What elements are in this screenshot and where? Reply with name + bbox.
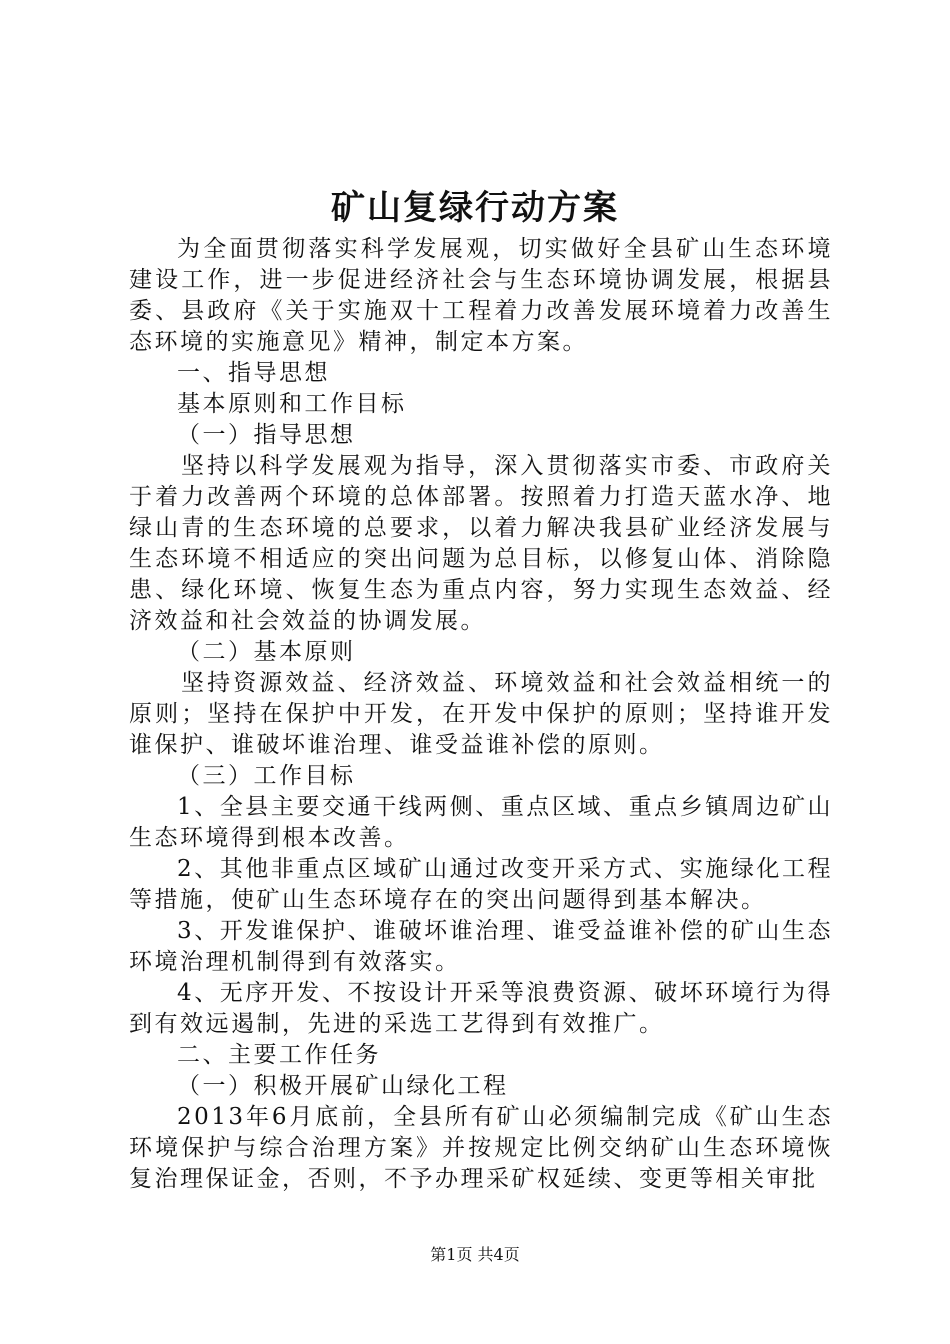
body-paragraph: 2013年6月底前，全县所有矿山必须编制完成《矿山生态环境保护与综合治理方案》并按规定比例交纳矿山生态环境恢复治理保证金，否则，不予办理采矿权延续、变更等相关审批 — [129, 1104, 833, 1192]
list-item: 2、其他非重点区域矿山通过改变开采方式、实施绿化工程等措施，使矿山生态环境存在的突出问题得到基本解决。 — [129, 856, 833, 913]
list-item: 4、无序开发、不按设计开采等浪费资源、破坏环境行为得到有效远遏制，先进的采选工艺得到有效推广。 — [129, 980, 833, 1037]
document-body — [129, 234, 833, 1195]
subsection-heading: （二）基本原则 — [177, 639, 356, 665]
subsection-heading: （一）指导思想 — [177, 422, 356, 448]
body-paragraph: 坚持资源效益、经济效益、环境效益和社会效益相统一的原则；坚持在保护中开发，在开发中保护的原则；坚持谁开发谁保护、谁破坏谁治理、谁受益谁补偿的原则。 — [129, 670, 833, 758]
intro-paragraph: 为全面贯彻落实科学发展观，切实做好全县矿山生态环境建设工作，进一步促进经济社会与生态环境协调发展，根据县委、县政府《关于实施双十工程着力改善发展环境着力改善生态环境的实施意见》精神，制定本方案。 — [129, 236, 833, 355]
section-heading-2: 二、主要工作任务 — [177, 1042, 381, 1068]
body-paragraph: 坚持以科学发展观为指导，深入贯彻落实市委、市政府关于着力改善两个环境的总体部署。按照着力打造天蓝水净、地绿山青的生态环境的总要求，以着力解决我县矿业经济发展与生态环境不相适应的突出问题为总目标，以修复山体、消除隐患、绿化环境、恢复生态为重点内容，努力实现生态效益、经济效益和社会效益的协调发展。 — [129, 453, 833, 634]
subsection-heading: （一）积极开展矿山绿化工程 — [177, 1073, 509, 1099]
section-heading-1-cont: 基本原则和工作目标 — [177, 391, 407, 417]
subsection-heading: （三）工作目标 — [177, 763, 356, 789]
section-heading-1: 一、指导思想 — [177, 360, 330, 386]
document-title: 矿山复绿行动方案 — [331, 188, 619, 228]
page-footer: 第1页 共4页 — [430, 1245, 520, 1264]
list-item: 3、开发谁保护、谁破坏谁治理、谁受益谁补偿的矿山生态环境治理机制得到有效落实。 — [129, 918, 833, 975]
list-item: 1、全县主要交通干线两侧、重点区域、重点乡镇周边矿山生态环境得到根本改善。 — [129, 794, 833, 851]
